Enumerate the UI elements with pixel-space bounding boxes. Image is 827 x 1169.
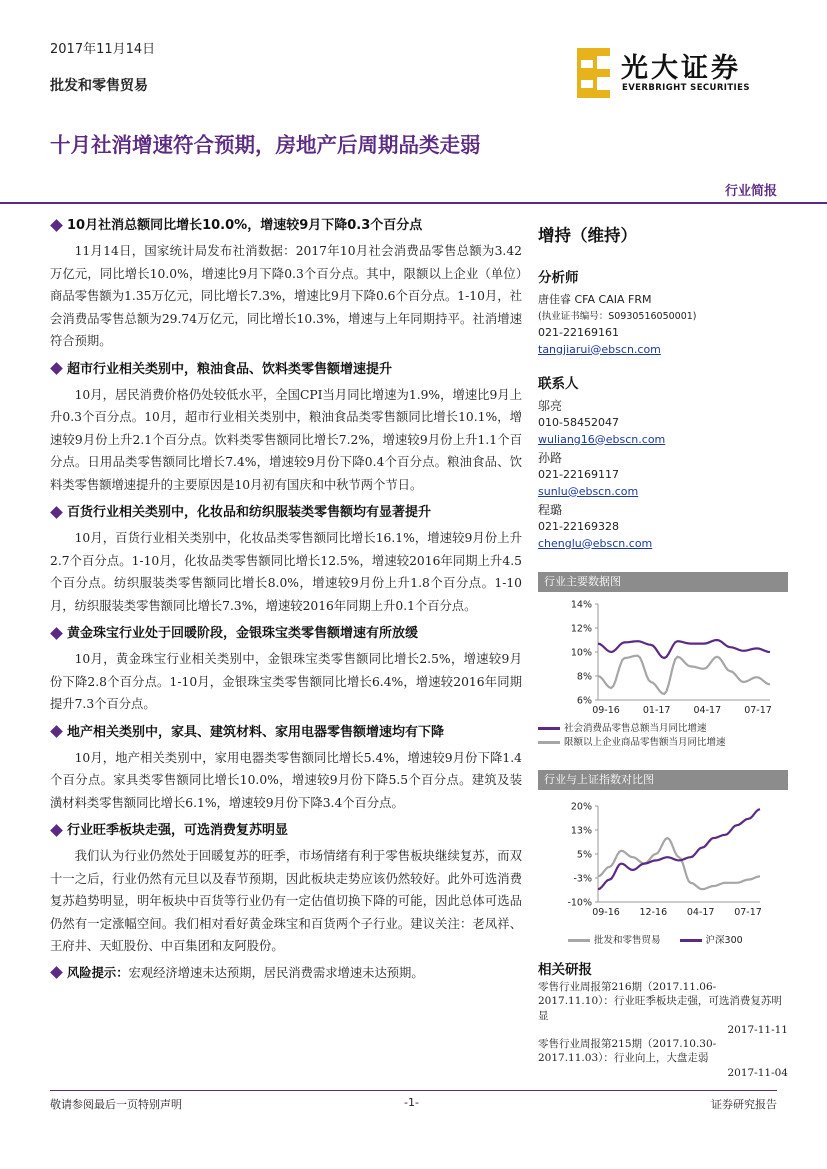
contact-phone: 010-58452047	[538, 416, 619, 429]
related-report-item[interactable]: 零售行业周报第215期（2017.10.30-2017.11.03）：行业向上，大盘走弱	[538, 1038, 717, 1065]
legend-item: 批发和零售贸易	[568, 935, 661, 946]
section-body: 11月14日，国家统计局发布社消数据：2017年10月社会消费品零售总额为3.42万亿元，同比增长10.0%，增速比9月下降0.3个百分点。其中，限额以上企业（单位）商品零售额为1.35万亿元，同比增长7.3%，增速比9月下降0.6个百分点。1-10月，社会消费品零售总额为29.74万亿元，同比增长10.3%，增速与上年同期持平。社消增速符合预期。	[50, 244, 522, 348]
section-2	[50, 360, 522, 497]
x-tick-label: 09-16	[592, 705, 620, 716]
diamond-bullet-icon	[50, 627, 63, 640]
y-tick-label: 14%	[570, 599, 592, 611]
chart-title: 行业与上证指数对比图	[538, 770, 788, 790]
section-body: 10月，黄金珠宝行业相关类别中，金银珠宝类零售额同比增长2.5%，增速较9月份下降2.8个百分点。1-10月，金银珠宝类零售额同比增长6.4%，增速较2016年同期提升7.3个百分点。	[50, 652, 522, 711]
logo-chinese-text: 光大证券	[621, 53, 741, 84]
legend-item: 社会消费品零售总额当月同比增速	[538, 722, 788, 736]
contact-item	[538, 398, 788, 448]
logo-block-6	[597, 90, 610, 98]
section-body: 10月，居民消费价格仍处较低水平，全国CPI当月同比增速为1.9%，增速比9月上升0.3个百分点。10月，超市行业相关类别中，粮油食品类零售额同比增长10.1%，增速较9月份上升2.1个百分点。饮料类零售额同比增长7.2%，增速较9月份上升1.1个百分点。日用品类零售额同比增长7.4%，增速较9月份下降0.4个百分点。粮油食品、饮料类零售额增速提升的主要原因是10月初有国庆和中秋节两个节日。	[50, 387, 522, 492]
chart-industry-data-plot	[538, 592, 788, 722]
contact-item	[538, 502, 788, 552]
legend-item: 沪深300	[680, 935, 743, 946]
main-content	[50, 216, 522, 983]
report-date: 2017年11月14日	[50, 42, 156, 57]
header-divider	[0, 202, 827, 204]
footer-report-label: 证券研究报告	[711, 1098, 777, 1111]
x-tick-label: 04-17	[686, 907, 715, 918]
legend-swatch	[680, 939, 702, 942]
section-heading: 行业旺季板块走强，可选消费复苏明显	[50, 821, 522, 841]
y-tick-label: -10%	[567, 897, 592, 909]
related-report-date: 2017-11-11	[727, 1023, 788, 1036]
section-body: 10月，百货行业相关类别中，化妆品类零售额同比增长16.1%，增速较9月份上升2.7个百分点。1-10月，化妆品类零售额同比增长12.5%，增速较2016年同期上升4.5个百分点。纺织服装类零售额同比增长8.0%，增速较9月份上升1.8个百分点。1-10月，纺织服装类零售额同比增长7.3%，增速较2016年同期上升0.1个百分点。	[50, 531, 522, 613]
section-5	[50, 723, 522, 815]
related-report-item[interactable]: 零售行业周报第216期（2017.11.06-2017.11.10）：行业旺季板块走强，可选消费复苏明显	[538, 981, 782, 1022]
sidebar	[538, 222, 788, 552]
logo-block-3	[581, 60, 593, 68]
contact-name: 邬亮	[538, 399, 563, 413]
section-body: 我们认为行业仍然处于回暖复苏的旺季，市场情绪有利于零售板块继续复苏，而双十一之后，行业仍然有元旦以及春节预期，因此板块走势应该仍然较好。此外可选消费复苏趋势明显，明年板块中百货等行业仍有一定估值切换下降的可能，因此总体可选品仍然有一定涨幅空间。我们相对看好黄金珠宝和百货两个子行业。建议关注：老凤祥、王府井、天虹股份、中百集团和友阿股份。	[50, 849, 522, 953]
legend-swatch	[538, 727, 560, 730]
analyst-cert: (执业证书编号：S0930516050001)	[538, 310, 697, 322]
y-tick-label: 13%	[570, 825, 592, 837]
legend-row	[538, 934, 788, 948]
diamond-bullet-icon	[50, 506, 63, 519]
logo-english-text: EVERBRIGHT SECURITIES	[622, 83, 750, 93]
risk-warning	[50, 963, 522, 983]
y-tick-label: 20%	[570, 801, 592, 813]
x-tick-label: 12-16	[639, 907, 668, 918]
analyst-phone: 021-22169161	[538, 326, 619, 339]
report-type: 行业简报	[724, 184, 777, 199]
x-tick-label: 07-17	[734, 907, 762, 918]
diamond-bullet-icon	[50, 219, 63, 232]
y-tick-label: -3%	[573, 873, 592, 885]
chart-title: 行业主要数据图	[538, 572, 788, 592]
company-logo	[577, 46, 777, 98]
logo-mark-icon	[577, 48, 613, 98]
analyst-name: 唐佳睿 CFA CAIA FRM	[538, 293, 652, 306]
x-tick-label: 04-17	[693, 705, 722, 716]
y-tick-label: 6%	[576, 695, 592, 707]
section-3	[50, 503, 522, 617]
legend-swatch	[568, 939, 590, 942]
x-tick-label: 01-17	[642, 705, 671, 716]
contacts-heading: 联系人	[538, 376, 579, 392]
legend-item: 限额以上企业商品零售额当月同比增速	[538, 736, 788, 750]
rating: 增持（维持）	[538, 226, 637, 245]
footer-divider	[50, 1090, 777, 1091]
section-body: 10月，地产相关类别中，家用电器类零售额同比增长5.4%，增速较9月份下降1.4个百分点。家具类零售额同比增长10.0%，增速较9月份下降5.5个百分点。建筑及装潢材料类零售额同比增长6.1%，增速较9月份下降3.4个百分点。	[50, 750, 522, 810]
section-heading: 10月社消总额同比增长10.0%，增速较9月下降0.3个百分点	[50, 216, 522, 236]
analyst-email-link[interactable]: tangjiarui@ebscn.com	[538, 342, 661, 356]
analyst-heading: 分析师	[538, 270, 579, 286]
series-line-1	[598, 640, 770, 658]
section-heading: 超市行业相关类别中，粮油食品、饮料类零售额增速提升	[50, 360, 522, 380]
footer-disclaimer: 敬请参阅最后一页特别声明	[50, 1098, 182, 1111]
related-reports	[538, 958, 788, 1080]
x-tick-label: 09-16	[592, 907, 620, 918]
series-line-2	[598, 656, 770, 694]
chart-index-comparison	[538, 770, 788, 948]
contact-phone: 021-22169117	[538, 468, 619, 481]
contact-email-link[interactable]: wuliang16@ebscn.com	[538, 432, 666, 446]
contact-phone: 021-22169328	[538, 520, 619, 533]
diamond-bullet-icon	[50, 725, 63, 738]
related-heading: 相关研报	[538, 962, 592, 978]
contact-name: 程璐	[538, 503, 563, 517]
chart-index-comparison-plot	[538, 790, 788, 934]
y-tick-label: 8%	[576, 671, 592, 683]
diamond-bullet-icon	[50, 966, 63, 979]
diamond-bullet-icon	[50, 824, 63, 837]
y-tick-label: 12%	[570, 623, 592, 635]
logo-block-5	[581, 80, 593, 88]
section-heading: 黄金珠宝行业处于回暖阶段，金银珠宝类零售额增速有所放缓	[50, 624, 522, 644]
risk-label: 风险提示：	[67, 965, 129, 980]
section-1	[50, 216, 522, 353]
y-tick-label: 5%	[576, 849, 592, 861]
y-tick-label: 10%	[570, 647, 592, 659]
section-heading: 百货行业相关类别中，化妆品和纺织服装类零售额均有显著提升	[50, 503, 522, 523]
section-4	[50, 624, 522, 716]
chart-industry-data	[538, 572, 788, 750]
sector-name: 批发和零售贸易	[50, 78, 148, 94]
x-tick-label: 07-17	[744, 705, 772, 716]
diamond-bullet-icon	[50, 362, 63, 375]
series-line-2	[598, 809, 760, 889]
contact-name: 孙路	[538, 451, 563, 465]
logo-block-4	[597, 69, 610, 77]
risk-text: 宏观经济增速未达预期，居民消费需求增速未达预期。	[128, 965, 424, 980]
logo-block-2	[577, 48, 610, 56]
legend-swatch	[538, 741, 560, 744]
section-heading: 地产相关类别中，家具、建筑材料、家用电器零售额增速均有下降	[50, 723, 522, 743]
report-title: 十月社消增速符合预期，房地产后周期品类走弱	[50, 133, 481, 157]
related-report-date: 2017-11-04	[727, 1066, 788, 1079]
section-6	[50, 821, 522, 958]
page-number: -1-	[404, 1096, 419, 1109]
contact-email-link[interactable]: sunlu@ebscn.com	[538, 484, 639, 498]
contact-item	[538, 450, 788, 500]
contact-email-link[interactable]: chenglu@ebscn.com	[538, 536, 653, 550]
